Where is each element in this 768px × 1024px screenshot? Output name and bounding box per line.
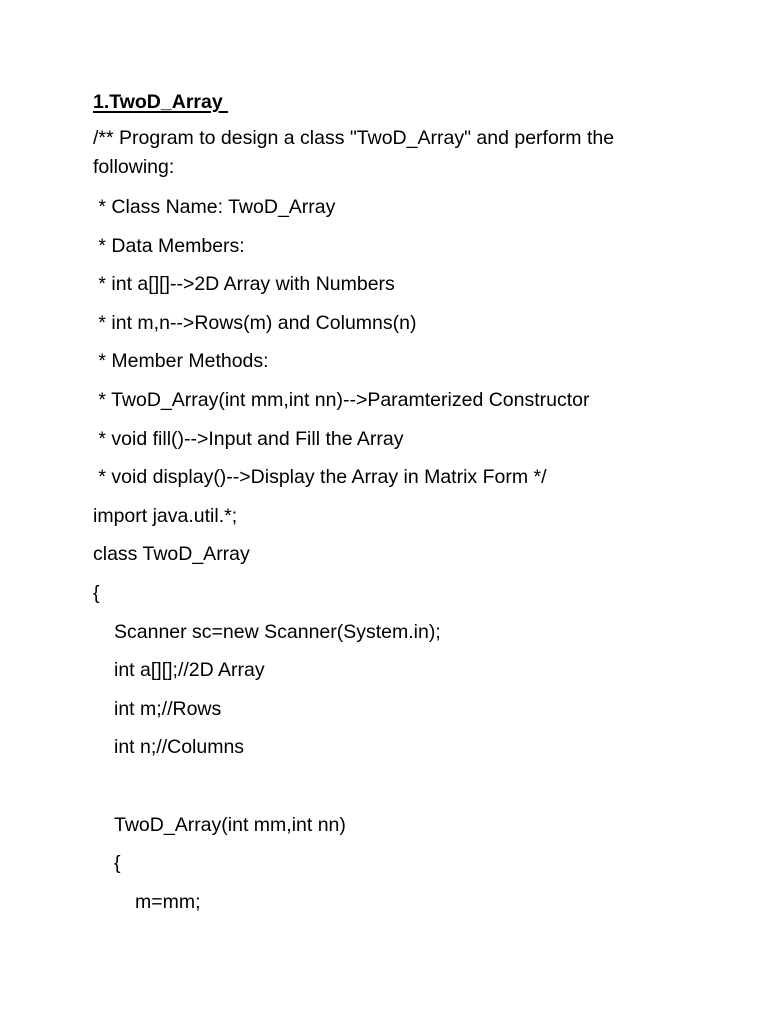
code-line: Scanner sc=new Scanner(System.in);	[114, 621, 441, 643]
code-line: int a[][];//2D Array	[114, 659, 265, 681]
code-line: import java.util.*;	[93, 505, 238, 527]
code-line: * void display()-->Display the Array in Matrix Form */	[93, 466, 547, 488]
code-line: * TwoD_Array(int mm,int nn)-->Paramterized Constructor	[93, 389, 590, 411]
document-title: 1.TwoD_Array	[93, 91, 229, 113]
code-line: int m;//Rows	[114, 698, 222, 720]
code-line: * int m,n-->Rows(m) and Columns(n)	[93, 312, 417, 334]
code-line: {	[114, 852, 121, 874]
code-line: TwoD_Array(int mm,int nn)	[114, 814, 346, 836]
code-line: {	[93, 582, 100, 604]
code-line: class TwoD_Array	[93, 543, 250, 565]
code-line: * Class Name: TwoD_Array	[93, 196, 336, 218]
code-line: * int a[][]-->2D Array with Numbers	[93, 273, 395, 295]
comment-intro: /** Program to design a class "TwoD_Array" and perform the following:	[93, 127, 615, 178]
code-line: * Data Members:	[93, 235, 245, 257]
code-line: m=mm;	[135, 891, 201, 913]
code-line: int n;//Columns	[114, 736, 245, 758]
code-line: * Member Methods:	[93, 350, 269, 372]
code-line: * void fill()-->Input and Fill the Array	[93, 428, 404, 450]
